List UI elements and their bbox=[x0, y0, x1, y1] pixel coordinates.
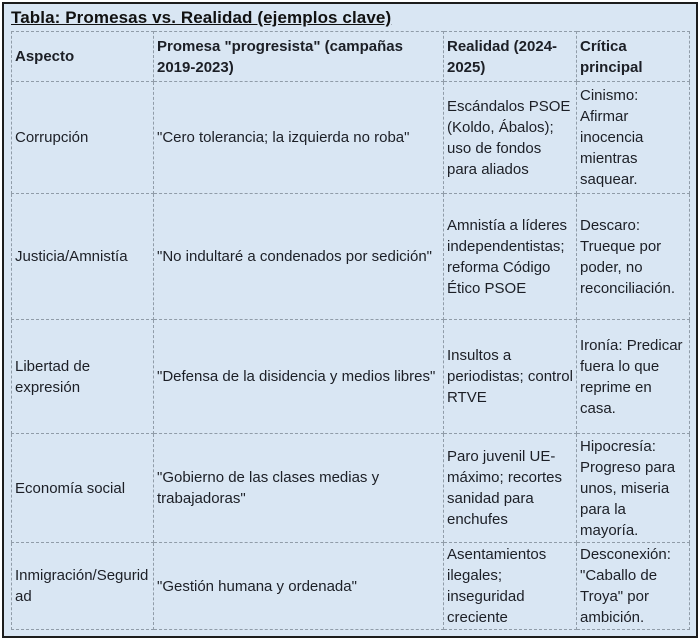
cell-critica: Hipocresía: Progreso para unos, miseria para la mayoría. bbox=[577, 434, 690, 543]
cell-critica: Descaro: Trueque por poder, no reconciliación. bbox=[577, 194, 690, 320]
cell-aspecto: Economía social bbox=[12, 434, 154, 543]
cell-realidad: Paro juvenil UE-máximo; recortes sanidad para enchufes bbox=[444, 434, 577, 543]
table-title: Tabla: Promesas vs. Realidad (ejemplos clave) bbox=[11, 8, 392, 27]
table-row bbox=[12, 543, 690, 630]
column-header-aspecto: Aspecto bbox=[12, 32, 154, 82]
column-header-realidad: Realidad (2024-2025) bbox=[444, 32, 577, 82]
cell-aspecto: Inmigración/Seguridad bbox=[12, 543, 154, 630]
cell-promesa: "Gestión humana y ordenada" bbox=[154, 543, 444, 630]
column-header-critica: Crítica principal bbox=[577, 32, 690, 82]
cell-promesa: "Cero tolerancia; la izquierda no roba" bbox=[154, 82, 444, 194]
cell-promesa: "Defensa de la disidencia y medios libres" bbox=[154, 320, 444, 434]
cell-realidad: Insultos a periodistas; control RTVE bbox=[444, 320, 577, 434]
cell-critica: Desconexión: "Caballo de Troya" por ambición. bbox=[577, 543, 690, 630]
column-header-promesa: Promesa "progresista" (campañas 2019-2023) bbox=[154, 32, 444, 82]
document-frame bbox=[2, 2, 698, 638]
table-row bbox=[12, 434, 690, 543]
cell-realidad: Asentamientos ilegales; inseguridad creciente bbox=[444, 543, 577, 630]
table-row bbox=[12, 194, 690, 320]
table-row bbox=[12, 320, 690, 434]
cell-aspecto: Corrupción bbox=[12, 82, 154, 194]
cell-promesa: "No indultaré a condenados por sedición" bbox=[154, 194, 444, 320]
cell-realidad: Amnistía a líderes independentistas; reforma Código Ético PSOE bbox=[444, 194, 577, 320]
cell-realidad: Escándalos PSOE (Koldo, Ábalos); uso de fondos para aliados bbox=[444, 82, 577, 194]
cell-critica: Cinismo: Afirmar inocencia mientras saquear. bbox=[577, 82, 690, 194]
cell-aspecto: Libertad de expresión bbox=[12, 320, 154, 434]
promises-vs-reality-table bbox=[11, 31, 690, 630]
cell-promesa: "Gobierno de las clases medias y trabajadoras" bbox=[154, 434, 444, 543]
header-row bbox=[12, 32, 690, 82]
table-row bbox=[12, 82, 690, 194]
cell-aspecto: Justicia/Amnistía bbox=[12, 194, 154, 320]
cell-critica: Ironía: Predicar fuera lo que reprime en casa. bbox=[577, 320, 690, 434]
